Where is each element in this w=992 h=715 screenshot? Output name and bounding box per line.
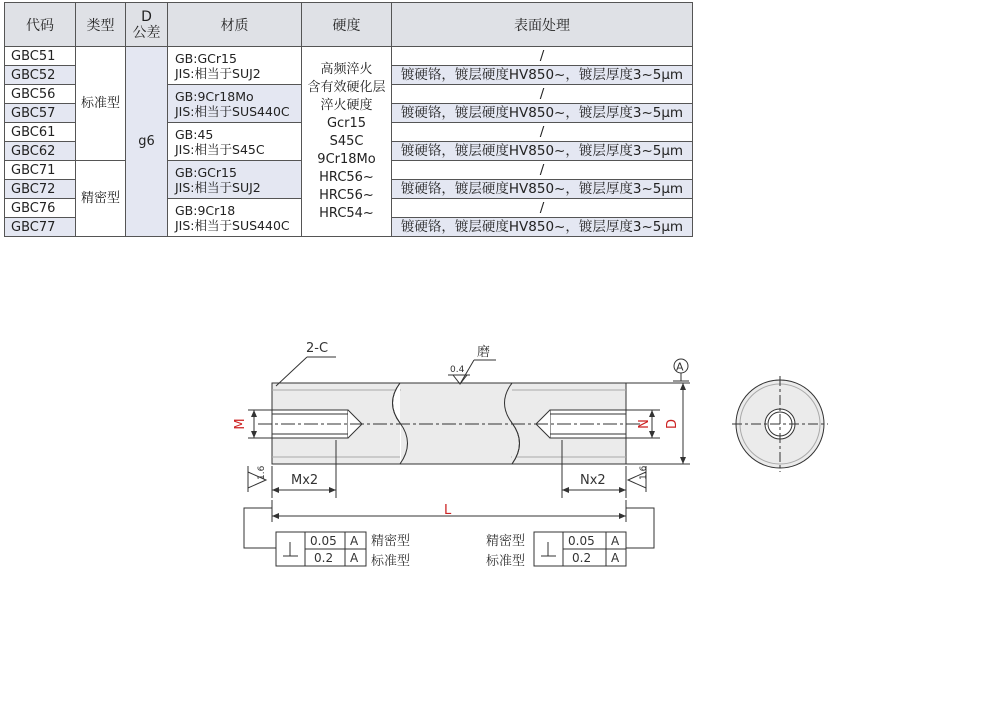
dim-l-label: L bbox=[444, 503, 452, 518]
header-d: D bbox=[141, 8, 152, 25]
hardness-line: 淬火硬度 bbox=[320, 97, 373, 113]
tol-precise-left: 0.05 bbox=[310, 534, 337, 548]
surface-cell: / bbox=[392, 85, 693, 104]
code-cell: GBC51 bbox=[5, 47, 76, 66]
perp-left-leader bbox=[244, 508, 276, 548]
header-surface: 表面处理 bbox=[392, 3, 693, 47]
surface-cell: 镀硬铬，镀层硬度HV850~，镀层厚度3~5μm bbox=[392, 66, 693, 85]
hardness-line: 高频淬火 bbox=[320, 61, 373, 77]
code-cell: GBC57 bbox=[5, 104, 76, 123]
precise-label-left: 精密型 bbox=[371, 534, 411, 549]
header-d-tolerance: 公差 bbox=[132, 24, 161, 41]
precise-label-right: 精密型 bbox=[486, 534, 526, 549]
material-gb: GB:45 bbox=[175, 126, 214, 142]
hardness-line: Gcr15 bbox=[326, 115, 367, 131]
chamfer-label: 2-C bbox=[306, 341, 329, 356]
hardness-line: 9Cr18Mo bbox=[317, 151, 376, 167]
perp-icon bbox=[283, 542, 298, 556]
tolerance-cell: g6 bbox=[126, 47, 168, 237]
header-type: 类型 bbox=[76, 3, 126, 47]
datum-label: A bbox=[676, 360, 684, 374]
standard-label-left: 标准型 bbox=[371, 554, 411, 569]
type-cell-precise: 精密型 bbox=[76, 161, 126, 237]
surface-cell: / bbox=[392, 123, 693, 142]
surface-cell: 镀硬铬，镀层硬度HV850~，镀层厚度3~5μm bbox=[392, 142, 693, 161]
material-gb: GB:GCr15 bbox=[175, 164, 237, 180]
dim-d-label: D bbox=[665, 418, 680, 430]
surface-cell: 镀硬铬，镀层硬度HV850~，镀层厚度3~5μm bbox=[392, 180, 693, 199]
tol-precise-right: 0.05 bbox=[568, 534, 595, 548]
material-gb: GB:9Cr18 bbox=[175, 202, 236, 218]
thread-left-label: Mx2 bbox=[291, 473, 319, 488]
material-gb: GB:9Cr18Mo bbox=[175, 88, 254, 104]
header-code: 代码 bbox=[5, 3, 76, 47]
ra-left-label: 1.6 bbox=[257, 465, 267, 480]
code-cell: GBC71 bbox=[5, 161, 76, 180]
grind-label: 磨 bbox=[477, 345, 491, 360]
chamfer-leader bbox=[276, 357, 307, 386]
code-cell: GBC76 bbox=[5, 199, 76, 218]
material-gb: GB:GCr15 bbox=[175, 50, 237, 66]
surface-cell: / bbox=[392, 161, 693, 180]
tol-standard-right: 0.2 bbox=[572, 551, 592, 565]
perp-right-leader bbox=[626, 508, 654, 548]
code-cell: GBC52 bbox=[5, 66, 76, 85]
material-jis: JIS:相当于S45C bbox=[175, 141, 265, 157]
tol-datum-left: A bbox=[350, 534, 359, 548]
tol-datum-right: A bbox=[611, 551, 620, 565]
ra-right-label: 1.6 bbox=[639, 465, 649, 480]
dim-n-label: N bbox=[637, 419, 652, 429]
tol-datum-left: A bbox=[350, 551, 359, 565]
dim-m-label: M bbox=[233, 418, 248, 430]
grind-ra-label: 0.4 bbox=[450, 365, 465, 375]
hardness-line: HRC54~ bbox=[319, 205, 374, 221]
code-cell: GBC62 bbox=[5, 142, 76, 161]
hardness-line: HRC56~ bbox=[319, 169, 374, 185]
header-material: 材质 bbox=[168, 3, 302, 47]
material-jis: JIS:相当于SUJ2 bbox=[175, 179, 261, 195]
code-cell: GBC61 bbox=[5, 123, 76, 142]
thread-right-label: Nx2 bbox=[580, 473, 606, 488]
code-cell: GBC72 bbox=[5, 180, 76, 199]
surface-cell: 镀硬铬，镀层硬度HV850~，镀层厚度3~5μm bbox=[392, 104, 693, 123]
standard-label-right: 标准型 bbox=[486, 554, 526, 569]
tol-standard-left: 0.2 bbox=[314, 551, 334, 565]
tol-datum-right: A bbox=[611, 534, 620, 548]
hardness-line: 含有效硬化层 bbox=[307, 79, 386, 95]
surface-cell: 镀硬铬，镀层硬度HV850~，镀层厚度3~5μm bbox=[392, 218, 693, 237]
material-jis: JIS:相当于SUS440C bbox=[175, 103, 290, 119]
header-hardness: 硬度 bbox=[302, 3, 392, 47]
material-jis: JIS:相当于SUS440C bbox=[175, 217, 290, 233]
hardness-line: S45C bbox=[329, 133, 364, 149]
code-cell: GBC77 bbox=[5, 218, 76, 237]
perp-icon bbox=[541, 542, 556, 556]
type-cell-standard: 标准型 bbox=[76, 47, 126, 161]
code-cell: GBC56 bbox=[5, 85, 76, 104]
surface-cell: / bbox=[392, 199, 693, 218]
hardness-line: HRC56~ bbox=[319, 187, 374, 203]
material-jis: JIS:相当于SUJ2 bbox=[175, 65, 261, 81]
surface-cell: / bbox=[392, 47, 693, 66]
